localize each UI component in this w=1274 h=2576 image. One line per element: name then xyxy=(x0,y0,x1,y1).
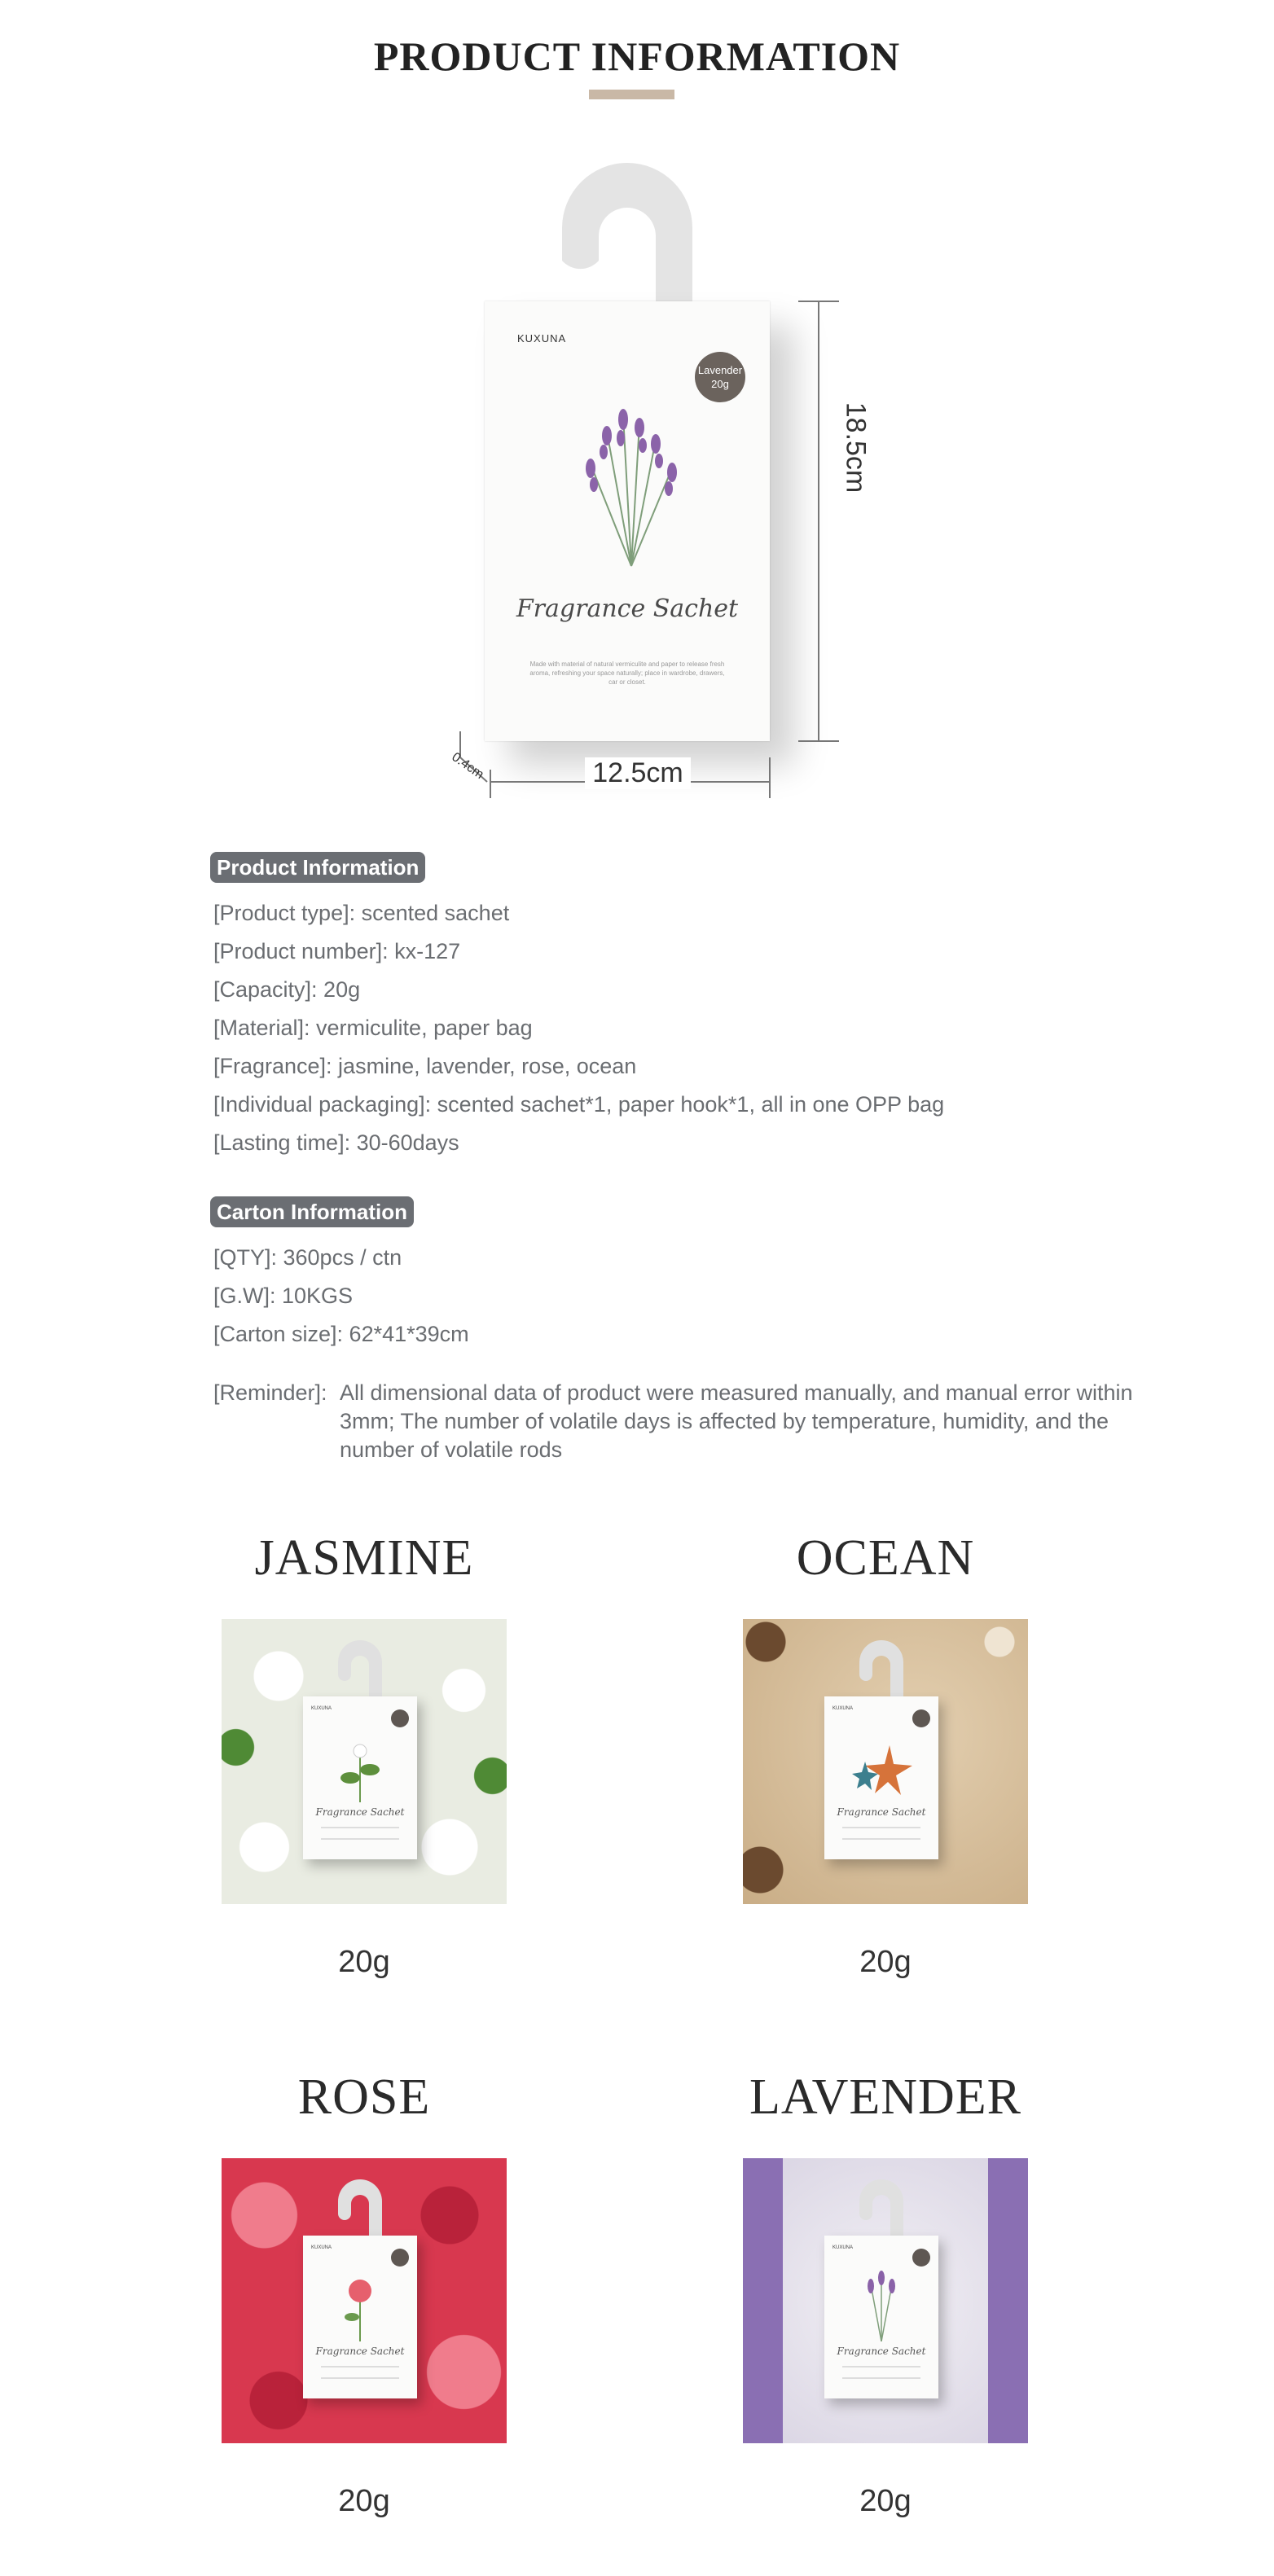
info-material: [Material]: vermiculite, paper bag xyxy=(213,1016,533,1040)
variant-name: OCEAN xyxy=(796,1530,975,1586)
mini-brand: KUXUNA xyxy=(832,1706,854,1711)
jasmine-product-photo xyxy=(222,1619,507,1904)
mini-fine-print xyxy=(321,1827,399,1840)
title-underline xyxy=(589,90,674,99)
mini-sachet xyxy=(303,2236,417,2398)
reminder-text: All dimensional data of product were measured manually, and manual error within 3mm; The number of volatile days is affected by temperature, humidity, and the number of volatile rods xyxy=(340,1380,1133,1462)
info-product-type: [Product type]: scented sachet xyxy=(213,901,510,925)
starfish-illustration xyxy=(849,1741,914,1798)
variant-weight: 20g xyxy=(338,1945,390,1979)
lavender-product-photo xyxy=(743,2158,1028,2443)
jasmine-illustration xyxy=(336,1733,384,1802)
mini-script: Fragrance Sachet xyxy=(837,1806,926,1818)
dimension-depth: 0.4cm xyxy=(449,750,486,783)
mini-badge xyxy=(391,2249,409,2267)
info-capacity: [Capacity]: 20g xyxy=(213,977,361,1002)
mini-script: Fragrance Sachet xyxy=(837,2346,926,2357)
rose-product-photo xyxy=(222,2158,507,2443)
info-lasting-time: [Lasting time]: 30-60days xyxy=(213,1130,459,1155)
mini-sachet xyxy=(824,1696,938,1859)
ocean-product-photo xyxy=(743,1619,1028,1904)
mini-brand: KUXUNA xyxy=(311,2245,332,2250)
mini-sachet xyxy=(303,1696,417,1859)
sachet-script-text: Fragrance Sachet xyxy=(516,595,739,623)
mini-script: Fragrance Sachet xyxy=(315,2346,405,2357)
mini-script: Fragrance Sachet xyxy=(315,1806,405,1818)
mini-fine-print xyxy=(842,1827,920,1840)
mini-badge xyxy=(912,2249,930,2267)
info-fragrance: [Fragrance]: jasmine, lavender, rose, ocean xyxy=(213,1054,637,1078)
page-title: PRODUCT INFORMATION xyxy=(373,33,901,79)
mini-fine-print xyxy=(842,2366,920,2379)
info-packaging: [Individual packaging]: scented sachet*1, paper hook*1, all in one OPP bag xyxy=(213,1092,945,1117)
dimension-height: 18.5cm xyxy=(840,402,872,494)
mini-brand: KUXUNA xyxy=(832,2245,854,2250)
carton-info-label: Carton Information xyxy=(210,1196,414,1227)
product-hero-image xyxy=(440,138,896,814)
product-info-list xyxy=(213,894,944,1162)
dimension-width: 12.5cm xyxy=(585,757,691,789)
variant-name: JASMINE xyxy=(254,1530,474,1586)
badge-weight: 20g xyxy=(711,378,729,390)
info-product-number: [Product number]: kx-127 xyxy=(213,939,461,963)
carton-info-list xyxy=(213,1239,469,1354)
sachet-fine-print: Made with material of natural vermiculite and paper to release fresh aroma, refreshing your space naturally; place in wardrobe, drawers, car or closet. xyxy=(529,660,725,686)
carton-gw: [G.W]: 10KGS xyxy=(213,1284,354,1308)
dimension-lines xyxy=(440,138,896,814)
variant-weight: 20g xyxy=(859,2484,912,2518)
variant-name: LAVENDER xyxy=(749,2069,1022,2125)
badge-name: Lavender xyxy=(697,364,743,376)
reminder-label: [Reminder]: xyxy=(213,1380,327,1405)
rose-illustration xyxy=(340,2276,380,2341)
mini-fine-print xyxy=(321,2366,399,2379)
variant-weight: 20g xyxy=(338,2484,390,2518)
carton-size: [Carton size]: 62*41*39cm xyxy=(213,1322,469,1346)
variant-weight: 20g xyxy=(859,1945,912,1979)
mini-brand: KUXUNA xyxy=(311,1706,332,1711)
mini-sachet xyxy=(824,2236,938,2398)
product-info-label: Product Information xyxy=(210,852,425,883)
lavender-mini-illustration xyxy=(861,2268,902,2341)
mini-badge xyxy=(912,1709,930,1727)
mini-badge xyxy=(391,1709,409,1727)
brand-logo: KUXUNA xyxy=(517,332,567,344)
carton-qty: [QTY]: 360pcs / ctn xyxy=(213,1245,402,1270)
variant-name: ROSE xyxy=(297,2069,431,2125)
